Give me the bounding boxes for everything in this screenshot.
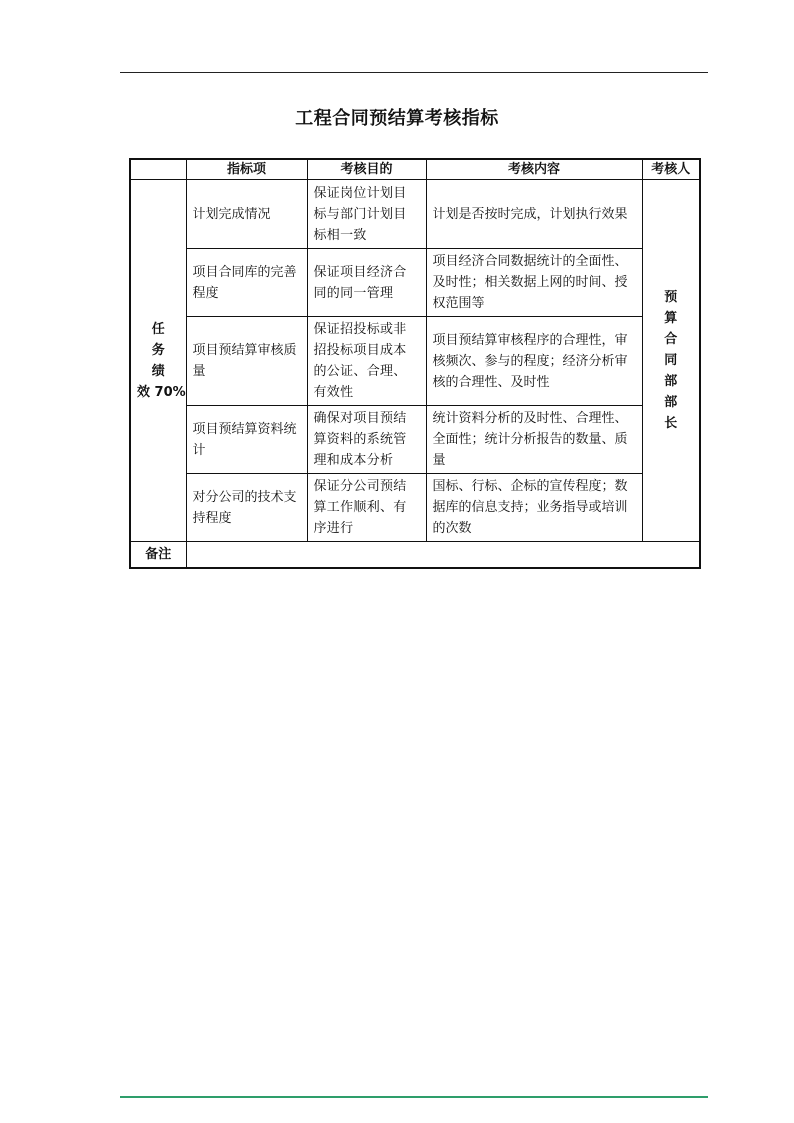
goal-cell: 保证岗位计划目标与部门计划目标相一致 bbox=[307, 180, 426, 249]
note-label: 备注 bbox=[130, 542, 186, 569]
reviewer-char: 合 bbox=[664, 332, 678, 347]
header-rule bbox=[120, 72, 708, 73]
header-blank bbox=[130, 159, 186, 180]
table-row bbox=[130, 180, 700, 249]
goal-cell: 保证项目经济合同的同一管理 bbox=[307, 249, 426, 317]
goal-cell: 确保对项目预结算资料的系统管理和成本分析 bbox=[307, 406, 426, 474]
table-header-row bbox=[130, 159, 700, 180]
item-cell: 项目合同库的完善程度 bbox=[186, 249, 307, 317]
item-cell: 计划完成情况 bbox=[186, 180, 307, 249]
table-row bbox=[130, 474, 700, 542]
reviewer-char: 同 bbox=[664, 353, 678, 368]
page-title: 工程合同预结算考核指标 bbox=[295, 108, 499, 129]
goal-cell: 保证招投标或非招投标项目成本的公证、合理、有效性 bbox=[307, 317, 426, 406]
header-content: 考核内容 bbox=[426, 159, 642, 180]
item-cell: 对分公司的技术支持程度 bbox=[186, 474, 307, 542]
note-row bbox=[130, 542, 700, 569]
reviewer-cell bbox=[642, 180, 700, 542]
reviewer-char: 部 bbox=[664, 395, 678, 410]
category-char: 绩 bbox=[151, 363, 165, 379]
content-cell: 计划是否按时完成，计划执行效果 bbox=[426, 180, 642, 249]
kpi-table bbox=[129, 158, 701, 569]
table-row bbox=[130, 249, 700, 317]
reviewer-char: 算 bbox=[664, 311, 678, 326]
category-cell bbox=[130, 180, 186, 542]
content-cell: 统计资料分析的及时性、合理性、全面性；统计分析报告的数量、质量 bbox=[426, 406, 642, 474]
header-reviewer: 考核人 bbox=[642, 159, 700, 180]
content-cell: 国标、行标、企标的宣传程度；数据库的信息支持；业务指导或培训的次数 bbox=[426, 474, 642, 542]
table-row bbox=[130, 406, 700, 474]
category-weight: 效 70% bbox=[137, 384, 186, 400]
header-item: 指标项 bbox=[186, 159, 307, 180]
footer-rule bbox=[120, 1096, 708, 1098]
item-cell: 项目预结算审核质量 bbox=[186, 317, 307, 406]
header-goal: 考核目的 bbox=[307, 159, 426, 180]
category-char: 务 bbox=[151, 342, 165, 358]
reviewer-char: 长 bbox=[664, 416, 678, 431]
item-cell: 项目预结算资料统计 bbox=[186, 406, 307, 474]
category-char: 任 bbox=[151, 321, 165, 337]
content-cell: 项目预结算审核程序的合理性，审核频次、参与的程度；经济分析审核的合理性、及时性 bbox=[426, 317, 642, 406]
note-value bbox=[186, 542, 700, 569]
table-row bbox=[130, 317, 700, 406]
goal-cell: 保证分公司预结算工作顺利、有序进行 bbox=[307, 474, 426, 542]
reviewer-char: 部 bbox=[664, 374, 678, 389]
content-cell: 项目经济合同数据统计的全面性、及时性；相关数据上网的时间、授权范围等 bbox=[426, 249, 642, 317]
reviewer-char: 预 bbox=[664, 290, 678, 305]
